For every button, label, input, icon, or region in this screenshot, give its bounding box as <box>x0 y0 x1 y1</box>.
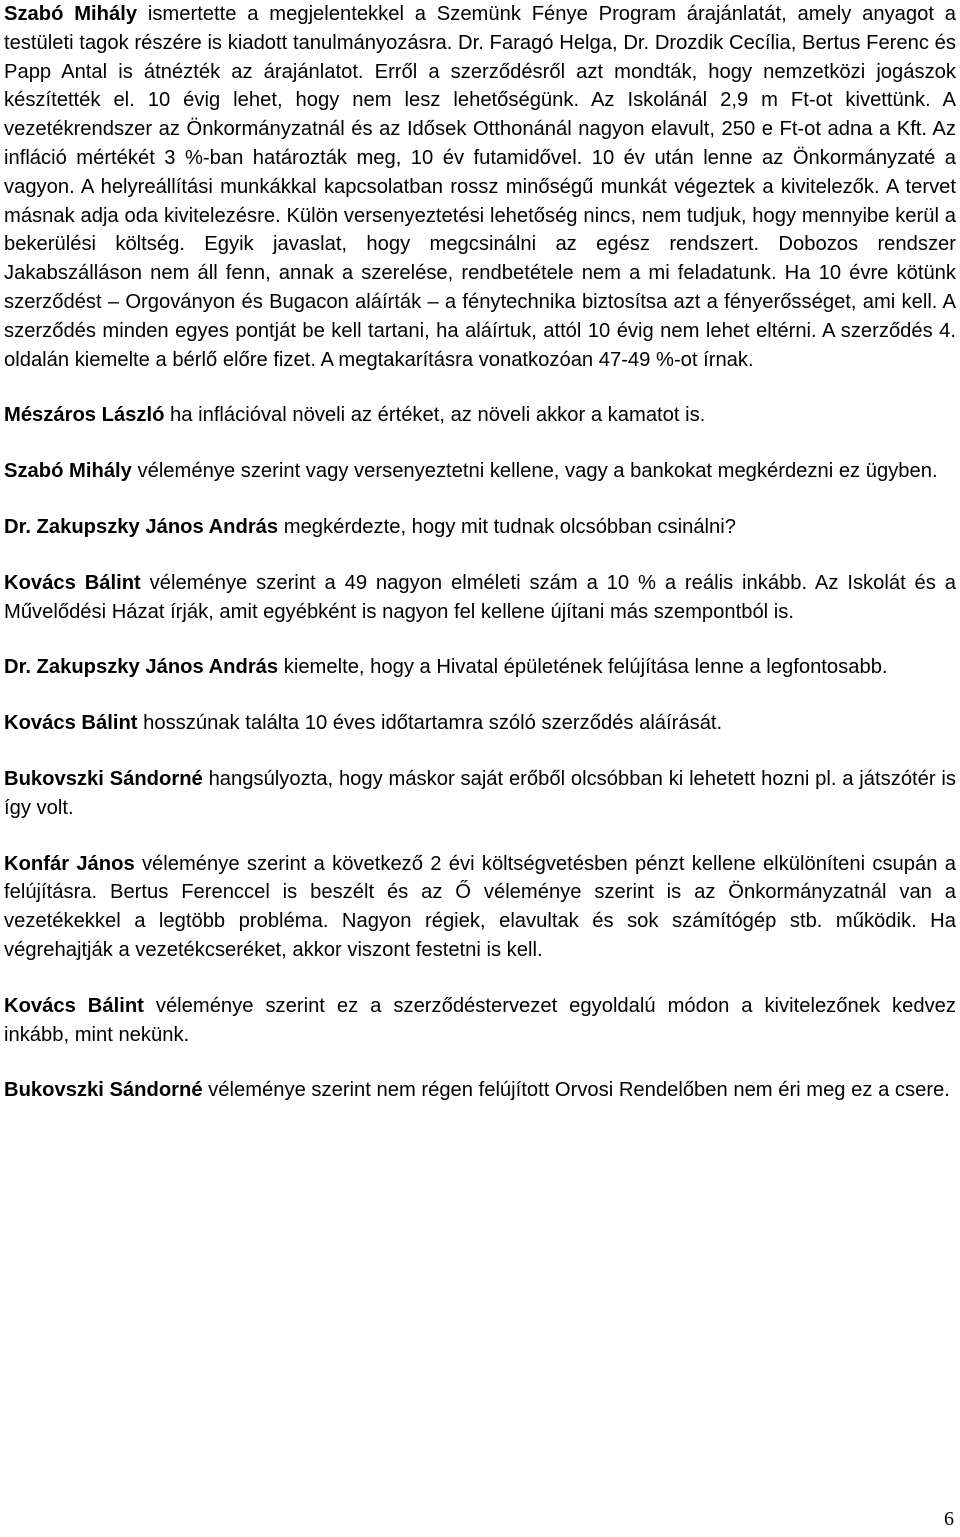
paragraph-spacer <box>4 542 956 569</box>
paragraph-text: ha inflációval növeli az értéket, az növeli akkor a kamatot is. <box>164 404 706 427</box>
speaker-name: Bukovszki Sándorné <box>4 1079 203 1102</box>
paragraph-text: véleménye szerint nem régen felújított Orvosi Rendelőben nem éri meg ez a csere. <box>202 1079 950 1102</box>
paragraph-11 <box>4 1076 956 1105</box>
paragraph-text: hosszúnak találta 10 éves időtartamra szóló szerződés aláírását. <box>137 712 723 735</box>
speaker-name: Mészáros László <box>4 404 165 427</box>
paragraph-8 <box>4 765 956 823</box>
paragraph-3 <box>4 457 956 486</box>
document-page <box>4 0 956 1105</box>
speaker-name: Dr. Zakupszky János András <box>4 515 279 538</box>
paragraph-text: kiemelte, hogy a Hivatal épületének felújítása lenne a legfontosabb. <box>278 656 888 679</box>
paragraph-spacer <box>4 965 956 992</box>
speaker-name: Kovács Bálint <box>4 571 141 594</box>
paragraph-text: ismertette a megjelentekkel a Szemünk Fénye Program árajánlatát, amely anyagot a testületi tagok részére is kiadott tanulmányozásra. Dr. Faragó Helga, Dr. Drozdik Cecília, Bertus Ferenc és Papp Antal is átnézték az árajánlatot. Erről a szerződésről azt mondták, hogy nemzetközi jogászok készítették el. 10 évig lehet, hogy nem lesz lehetőségünk. Az Iskolánál 2,9 m Ft-ot kivettünk. A vezetékrendszer az Önkormányzatnál és az Idősek Otthonánál nagyon elavult, 250 e Ft-ot adna a Kft. Az infláció mértékét 3 %-ban határozták meg, 10 év futamidővel. 10 év után lenne az Önkormányzaté a vagyon. A helyreállítási munkákkal kapcsolatban rossz minőségű munkát végeztek a kivitelezők. A tervet másnak adja oda kivitelezésre. Külön versenyeztetési lehetőség nincs, nem tudjuk, hogy mennyibe kerül a bekerülési költség. Egyik javaslat, hogy megcsinálni az egész rendszert. Dobozos rendszer Jakabszálláson nem áll fenn, annak a szerelése, rendbetétele nem a mi feladatunk. Ha 10 évre kötünk szerződést – Orgoványon és Bugacon aláírták – a fénytechnika biztosítsa azt a fényerősséget, ami kell. A szerződés minden egyes pontját be kell tartani, ha aláírtuk, attól 10 évig nem lehet eltérni. A szerződés 4. oldalán kiemelte a bérlő előre fizet. A megtakarításra vonatkozóan 47-49 %-ot írnak. <box>4 3 956 371</box>
paragraph-spacer <box>4 823 956 850</box>
speaker-name: Kovács Bálint <box>4 994 144 1017</box>
paragraph-spacer <box>4 682 956 709</box>
paragraph-spacer <box>4 738 956 765</box>
paragraph-10 <box>4 992 956 1050</box>
speaker-name: Konfár János <box>4 852 135 875</box>
paragraph-5 <box>4 569 956 627</box>
speaker-name: Dr. Zakupszky János András <box>4 656 279 679</box>
page-number: 6 <box>944 1508 954 1530</box>
paragraph-spacer <box>4 626 956 653</box>
paragraph-text: véleménye szerint ez a szerződéstervezet egyoldalú módon a kivitelezőnek kedvez inkább, mint nekünk. <box>4 994 956 1046</box>
paragraph-6 <box>4 653 956 682</box>
paragraph-spacer <box>4 430 956 457</box>
speaker-name: Szabó Mihály <box>4 3 138 25</box>
speaker-name: Bukovszki Sándorné <box>4 767 203 790</box>
paragraph-text: véleménye szerint a következő 2 évi költségvetésben pénzt kellene elkülöníteni csupán a felújításra. Bertus Ferenccel is beszélt és az Ő véleménye szerint is az Önkormányzatnál van a vezetékekkel a legtöbb probléma. Nagyon régiek, elavultak és sok számítógép stb. működik. Ha végrehajtják a vezetékcseréket, akkor viszont festetni is kell. <box>4 852 956 961</box>
paragraph-text: véleménye szerint a 49 nagyon elméleti szám a 10 % a reális inkább. Az Iskolát és a Művelődési Házat írják, amit egyébként is nagyon fel kellene újítani más szempontból is. <box>4 571 956 623</box>
paragraph-spacer <box>4 486 956 513</box>
paragraph-text: véleménye szerint vagy versenyeztetni kellene, vagy a bankokat megkérdezni ez ügyben. <box>131 460 938 483</box>
paragraph-7 <box>4 709 956 738</box>
paragraph-4 <box>4 513 956 542</box>
paragraph-text: hangsúlyozta, hogy máskor saját erőből olcsóbban ki lehetett hozni pl. a játszótér is így volt. <box>4 767 956 819</box>
speaker-name: Kovács Bálint <box>4 712 138 735</box>
paragraph-1 <box>4 0 956 374</box>
paragraph-2 <box>4 401 956 430</box>
paragraph-9 <box>4 850 956 965</box>
speaker-name: Szabó Mihály <box>4 460 132 483</box>
paragraph-spacer <box>4 1049 956 1076</box>
paragraph-spacer <box>4 374 956 401</box>
paragraph-text: megkérdezte, hogy mit tudnak olcsóbban csinálni? <box>278 515 736 538</box>
